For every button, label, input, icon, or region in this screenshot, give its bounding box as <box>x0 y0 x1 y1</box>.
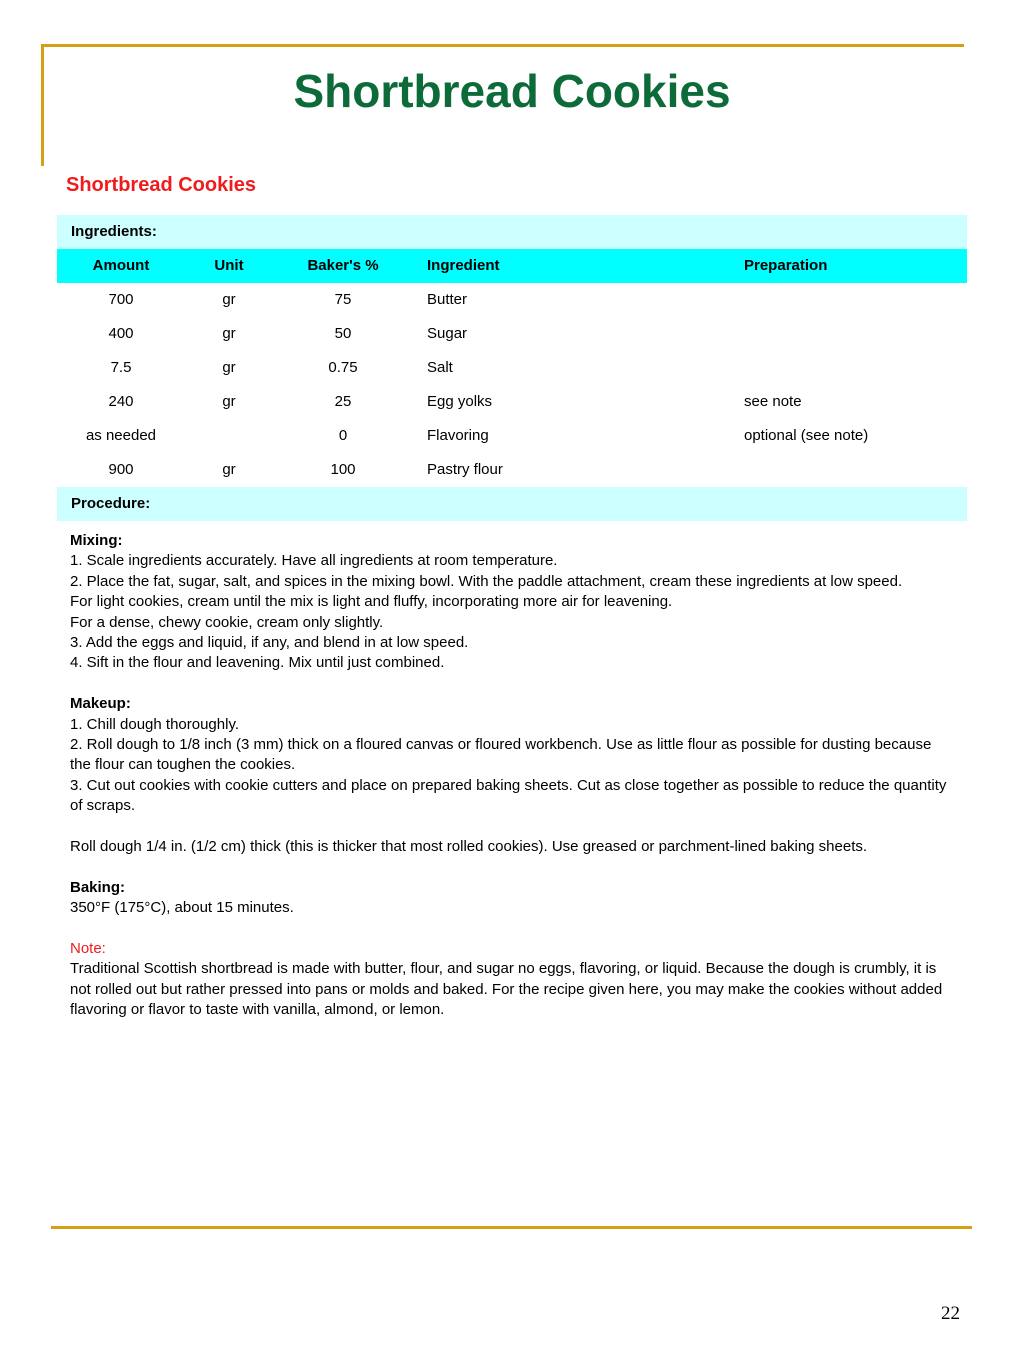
mixing-step: 2. Place the fat, sugar, salt, and spices in the mixing bowl. With the paddle attachment, cream these ingredients at low speed. <box>70 572 903 590</box>
column-header-preparation: Preparation <box>744 249 967 283</box>
amount-cell: 700 <box>108 291 134 308</box>
column-header-ingredient: Ingredient <box>413 249 744 283</box>
procedure-section-row <box>57 487 967 521</box>
bakers-pct-cell: 50 <box>334 325 352 342</box>
recipe-table-body <box>57 215 967 521</box>
note-heading: Note: <box>70 940 106 958</box>
ingredients-label: Ingredients: <box>57 215 967 249</box>
table-row <box>57 453 967 487</box>
mixing-step: 3. Add the eggs and liquid, if any, and blend in at low speed. <box>70 634 469 652</box>
frame-bottom-rule <box>51 1226 972 1229</box>
recipe-title: Shortbread Cookies <box>66 174 257 196</box>
amount-cell: as needed <box>85 427 157 444</box>
preparation-cell: optional (see note) <box>744 427 869 444</box>
table-row <box>57 351 967 385</box>
unit-cell <box>185 419 273 453</box>
bakers-pct-cell: 100 <box>330 461 356 478</box>
amount-cell: 7.5 <box>110 359 132 376</box>
preparation-cell <box>744 283 967 317</box>
amount-cell: 400 <box>108 325 134 342</box>
note-text: Traditional Scottish shortbread is made with butter, flour, and sugar no eggs, flavoring, or liquid. Because the dough is crumbly, it is not rolled out but rather pressed into pans or molds and baked. For the recipe given here, you may make the cookies without added flavoring or flavor to taste with vanilla, almond, or lemon. <box>70 960 943 1019</box>
baking-heading: Baking: <box>70 878 126 896</box>
bakers-pct-cell: 25 <box>334 393 352 410</box>
paragraph-gap <box>70 674 955 694</box>
recipe-table <box>57 215 967 521</box>
ingredients-section-row <box>57 215 967 249</box>
amount-cell: 900 <box>108 461 134 478</box>
makeup-step: 1. Chill dough thoroughly. <box>70 715 239 733</box>
unit-cell: gr <box>222 325 236 342</box>
makeup-step: 3. Cut out cookies with cookie cutters and place on prepared baking sheets. Cut as close together as possible to reduce the quantity of scraps. <box>70 776 947 815</box>
bakers-pct-cell: 75 <box>334 291 352 308</box>
makeup-step: 2. Roll dough to 1/8 inch (3 mm) thick on a floured canvas or floured workbench. Use as little flour as possible for dusting because the flour can toughen the cookies. <box>70 736 932 774</box>
bakers-pct-cell: 0.75 <box>328 359 358 376</box>
makeup-heading: Makeup: <box>70 695 131 713</box>
ingredient-cell: Sugar <box>427 325 468 342</box>
preparation-cell <box>744 453 967 487</box>
slide-title: Shortbread Cookies <box>293 65 731 117</box>
page-number: 22 <box>941 1303 960 1324</box>
preparation-cell: see note <box>744 393 802 410</box>
preparation-cell <box>744 317 967 351</box>
paragraph-gap <box>70 857 955 877</box>
column-header-unit: Unit <box>185 249 273 283</box>
frame-top-rule <box>41 44 964 47</box>
procedure-text <box>70 531 955 1021</box>
table-row <box>57 385 967 419</box>
table-row <box>57 283 967 317</box>
unit-cell: gr <box>222 291 236 308</box>
bakers-pct-cell: 0 <box>338 427 348 444</box>
table-row <box>57 317 967 351</box>
mixing-step: 1. Scale ingredients accurately. Have all ingredients at room temperature. <box>70 552 558 570</box>
ingredient-cell: Salt <box>427 359 453 376</box>
table-row <box>57 419 967 453</box>
baking-text: 350°F (175°C), about 15 minutes. <box>70 899 294 917</box>
mixing-heading: Mixing: <box>70 532 123 549</box>
unit-cell: gr <box>222 393 236 410</box>
column-header-bakers-pct: Baker's % <box>273 249 413 283</box>
preparation-cell <box>744 351 967 385</box>
mixing-step: 4. Sift in the flour and leavening. Mix until just combined. <box>70 654 445 672</box>
unit-cell: gr <box>222 461 236 478</box>
mixing-step: For light cookies, cream until the mix is light and fluffy, incorporating more air for leavening. <box>70 593 673 611</box>
amount-cell: 240 <box>108 393 134 410</box>
paragraph-gap <box>70 817 955 837</box>
ingredient-cell: Egg yolks <box>427 393 493 410</box>
unit-cell: gr <box>222 359 236 376</box>
column-header-amount: Amount <box>57 249 185 283</box>
paragraph-gap <box>70 919 955 939</box>
procedure-label: Procedure: <box>57 487 967 521</box>
ingredient-cell: Pastry flour <box>427 461 503 478</box>
ingredient-cell: Butter <box>427 291 468 308</box>
ingredient-cell: Flavoring <box>427 427 489 444</box>
mixing-step: For a dense, chewy cookie, cream only slightly. <box>70 613 384 631</box>
table-header-row <box>57 249 967 283</box>
makeup-extra: Roll dough 1/4 in. (1/2 cm) thick (this is thicker that most rolled cookies). Use greased or parchment-lined baking sheets. <box>70 838 868 856</box>
